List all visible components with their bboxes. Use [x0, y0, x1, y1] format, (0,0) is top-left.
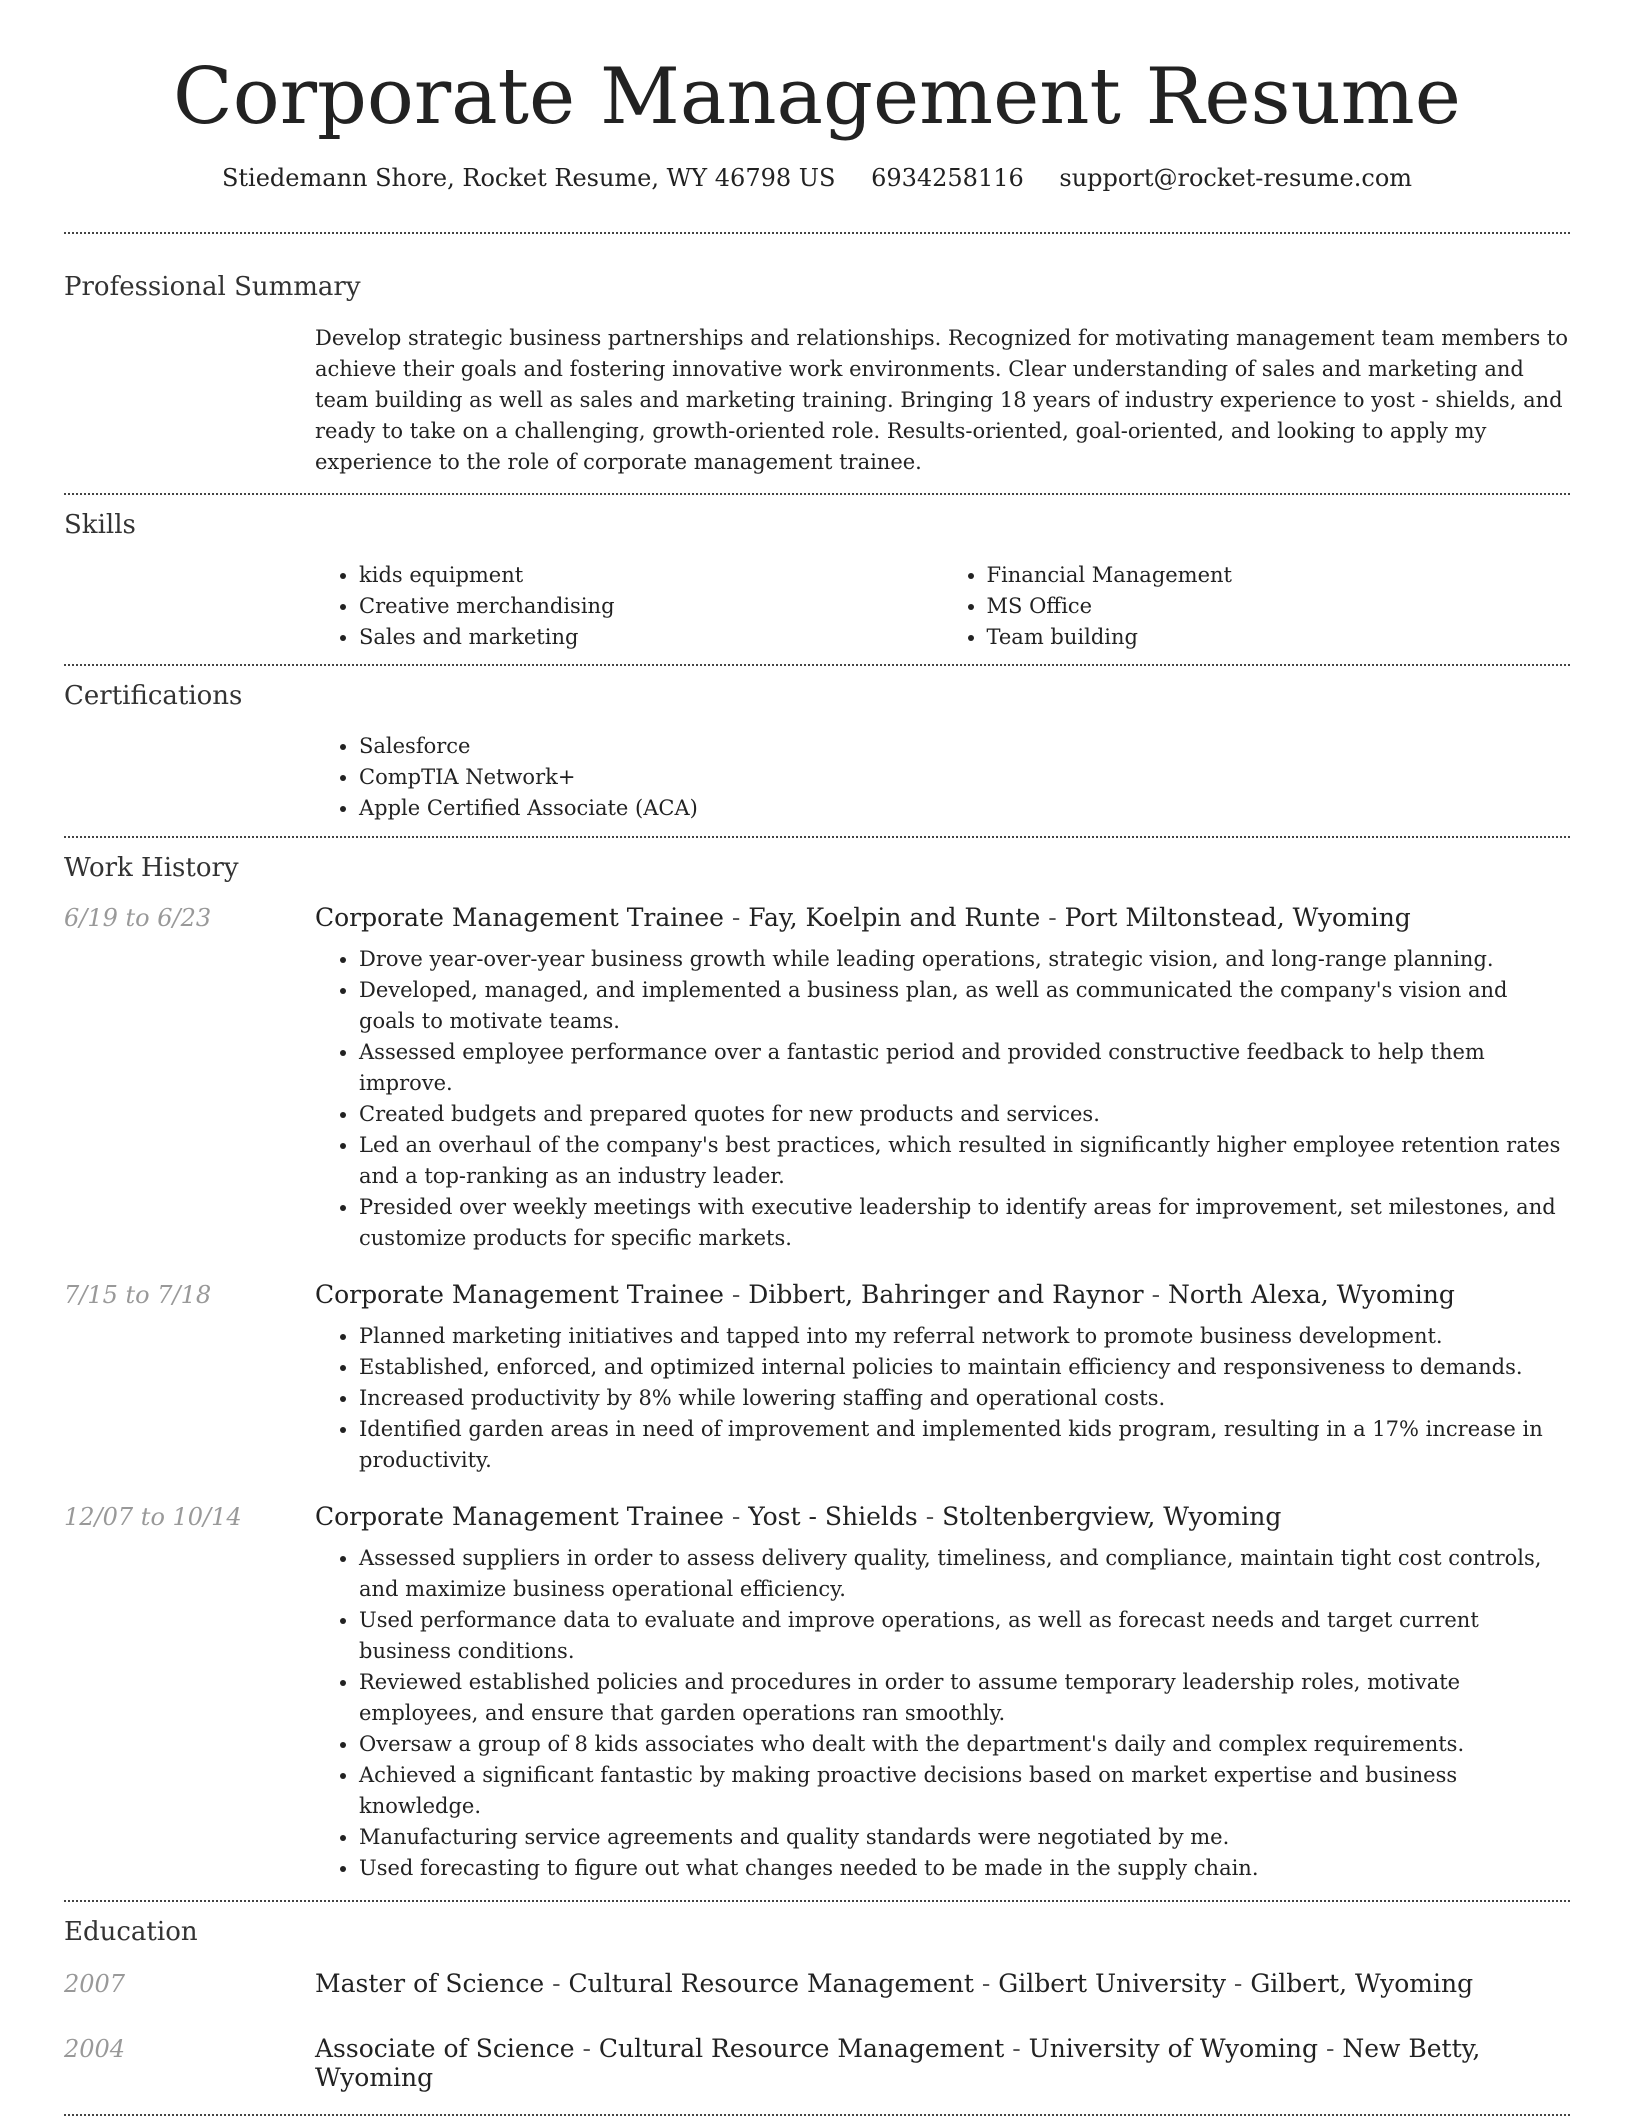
job-title: Corporate Management Trainee	[315, 1502, 724, 1531]
address: Stiedemann Shore, Rocket Resume, WY 46798 US	[221, 164, 836, 192]
job-company: Yost - Shields	[748, 1502, 918, 1531]
job-dates: 12/07 to 10/14	[64, 1503, 242, 1531]
job-location: Stoltenbergview, Wyoming	[942, 1502, 1282, 1531]
separator: -	[723, 903, 749, 932]
skills-list	[315, 560, 1570, 653]
skills-column-right	[943, 560, 1571, 653]
certification-item: • Salesforce	[359, 731, 1570, 762]
job-company: Fay, Koelpin and Runte	[748, 903, 1041, 932]
education-section	[64, 1902, 1570, 2092]
education-heading	[315, 1969, 1473, 1998]
job-heading	[315, 903, 1411, 932]
job-bullet: • Drove year-over-year business growth while leading operations, strategic vision, and long-range planning.	[359, 944, 1570, 975]
section-title: Certifications	[64, 681, 243, 711]
email: support@rocket-resume.com	[1059, 164, 1413, 192]
job-location: North Alexa, Wyoming	[1167, 1280, 1455, 1309]
job-bullet: • Oversaw a group of 8 kids associates who dealt with the department's daily and complex requirements.	[359, 1729, 1570, 1760]
field: Cultural Resource Management	[568, 1969, 974, 1998]
job-bullet: • Assessed employee performance over a fantastic period and provided constructive feedback to help them improve.	[359, 1037, 1570, 1099]
section-title: Education	[64, 1917, 198, 1947]
job-bullet: • Increased productivity by 8% while lowering staffing and operational costs.	[359, 1383, 1570, 1414]
job-company: Dibbert, Bahringer and Raynor	[748, 1280, 1144, 1309]
job-entry	[64, 1280, 1570, 1476]
job-bullet: • Led an overhaul of the company's best practices, which resulted in significantly higher employee retention rates and a top-ranking as an industry leader.	[359, 1130, 1570, 1192]
skills-section	[64, 495, 1570, 653]
skill-item: • kids equipment	[359, 560, 943, 591]
resume-page	[64, 0, 1570, 2116]
skill-item: • Team building	[987, 622, 1571, 653]
separator: -	[1040, 903, 1065, 932]
section-title: Work History	[64, 853, 239, 883]
skill-item: • Creative merchandising	[359, 591, 943, 622]
contact-line	[64, 164, 1570, 192]
summary-text: Develop strategic business partnerships and relationships. Recognized for motivating management team members to achieve their goals and fostering innovative work environments. Clear understanding of sales and marketing and team building as well as sales and marketing training. Bringing 18 years of industry experience to yost - shields, and ready to take on a challenging, growth-oriented role. Results-oriented, goal-oriented, and looking to apply my experience to the role of corporate management trainee.	[315, 326, 1568, 474]
section-title: Skills	[64, 510, 136, 540]
resume-title: Corporate Management Resume	[173, 52, 1461, 142]
job-bullet: • Established, enforced, and optimized internal policies to maintain efficiency and responsiveness to demands.	[359, 1352, 1570, 1383]
degree: Master of Science	[315, 1969, 545, 1998]
education-year: 2007	[64, 1970, 126, 1998]
certification-item: • Apple Certified Associate (ACA)	[359, 793, 1570, 824]
phone: 6934258116	[871, 164, 1024, 192]
skill-item: • Sales and marketing	[359, 622, 943, 653]
job-bullet: • Created budgets and prepared quotes for new products and services.	[359, 1099, 1570, 1130]
education-entry	[64, 2034, 1570, 2092]
education-year: 2004	[64, 2035, 126, 2063]
certifications-section	[64, 666, 1570, 824]
skills-column-left	[315, 560, 943, 653]
job-bullet: • Identified garden areas in need of improvement and implemented kids program, resulting in a 17% increase in productivity.	[359, 1414, 1570, 1476]
job-entry	[64, 1502, 1570, 1884]
job-bullets	[315, 1321, 1570, 1476]
job-bullet: • Used performance data to evaluate and improve operations, as well as forecast needs and target current business conditions.	[359, 1605, 1570, 1667]
job-bullets	[315, 1543, 1570, 1884]
education-heading	[315, 2034, 1570, 2092]
separator: -	[723, 1502, 749, 1531]
job-title: Corporate Management Trainee	[315, 903, 724, 932]
certifications-list	[315, 731, 1570, 824]
separator: -	[1225, 1969, 1251, 1998]
skill-item: • MS Office	[987, 591, 1571, 622]
separator: -	[973, 1969, 999, 1998]
education-entry	[64, 1969, 1570, 1998]
separator: -	[1004, 2034, 1029, 2063]
degree: Associate of Science	[315, 2034, 575, 2063]
job-heading	[315, 1502, 1281, 1531]
skill-item: • Financial Management	[987, 560, 1571, 591]
job-location: Port Miltonstead, Wyoming	[1064, 903, 1411, 932]
school: University of Wyoming	[1028, 2034, 1318, 2063]
school-location: New Betty, Wyoming	[315, 2034, 1481, 2092]
job-bullet: • Developed, managed, and implemented a business plan, as well as communicated the company's vision and goals to motivate teams.	[359, 975, 1570, 1037]
job-header	[64, 1502, 1570, 1531]
job-dates: 6/19 to 6/23	[64, 904, 212, 932]
separator: -	[544, 1969, 569, 1998]
summary-section	[64, 234, 1570, 478]
job-bullet: • Reviewed established policies and procedures in order to assume temporary leadership roles, motivate employees, and ensure that garden operations ran smoothly.	[359, 1667, 1570, 1729]
job-bullet: • Planned marketing initiatives and tapped into my referral network to promote business development.	[359, 1321, 1570, 1352]
field: Cultural Resource Management	[598, 2034, 1005, 2063]
separator: -	[723, 1280, 749, 1309]
job-header	[64, 903, 1570, 932]
job-bullet: • Assessed suppliers in order to assess delivery quality, timeliness, and compliance, maintain tight cost controls, and maximize business operational efficiency.	[359, 1543, 1570, 1605]
job-header	[64, 1280, 1570, 1309]
job-dates: 7/15 to 7/18	[64, 1281, 212, 1309]
separator: -	[917, 1502, 943, 1531]
job-bullet: • Manufacturing service agreements and quality standards were negotiated by me.	[359, 1822, 1570, 1853]
school: Gilbert University	[998, 1969, 1226, 1998]
job-heading	[315, 1280, 1455, 1309]
separator: -	[574, 2034, 599, 2063]
school-location: Gilbert, Wyoming	[1250, 1969, 1474, 1998]
job-entry	[64, 903, 1570, 1254]
certification-item: • CompTIA Network+	[359, 762, 1570, 793]
job-title: Corporate Management Trainee	[315, 1280, 724, 1309]
job-bullets	[315, 944, 1570, 1254]
separator: -	[1318, 2034, 1343, 2063]
work-section	[64, 838, 1570, 1884]
job-bullet: • Used forecasting to figure out what changes needed to be made in the supply chain.	[359, 1853, 1570, 1884]
section-title: Professional Summary	[64, 272, 361, 302]
separator: -	[1143, 1280, 1168, 1309]
job-bullet: • Achieved a significant fantastic by making proactive decisions based on market expertise and business knowledge.	[359, 1760, 1570, 1822]
job-bullet: • Presided over weekly meetings with executive leadership to identify areas for improvement, set milestones, and customize products for specific markets.	[359, 1192, 1570, 1254]
